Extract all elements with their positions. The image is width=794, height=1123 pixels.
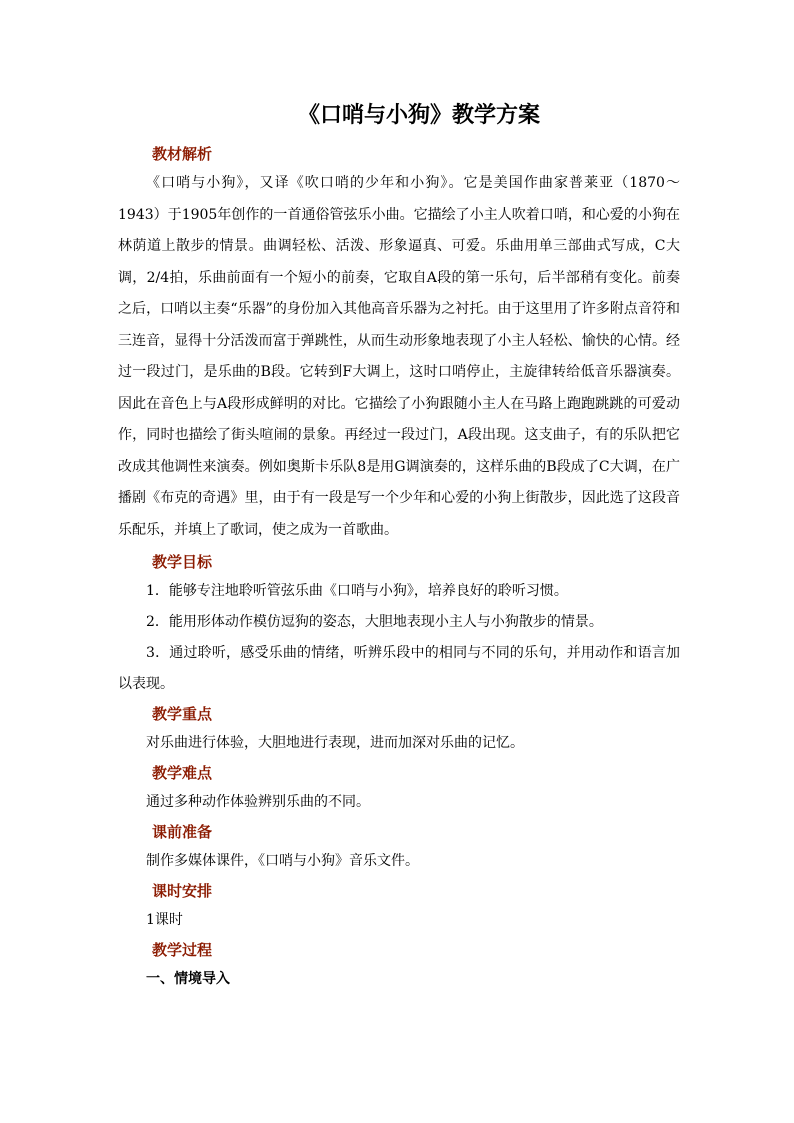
section-heading-preparation: 课前准备	[152, 823, 213, 841]
section-heading-schedule: 课时安排	[152, 882, 213, 900]
key-points-text: 对乐曲进行体验，大胆地进行表现，进而加深对乐曲的记忆。	[146, 735, 524, 751]
document-title: 《口哨与小狗》教学方案	[297, 103, 540, 128]
section-heading-analysis: 教材解析	[152, 145, 213, 163]
process-subheading: 一、情境导入	[146, 971, 230, 987]
goal-item-2: 2．能用形体动作模仿逗狗的姿态，大胆地表现小主人与小狗散步的情景。	[146, 614, 603, 630]
goal-item-3: 3．通过聆听，感受乐曲的情绪，听辨乐段中的相同与不同的乐句，并用动作和语言加以表现。	[118, 645, 680, 692]
section-heading-difficulties: 教学难点	[152, 764, 213, 782]
goal-item-1: 1．能够专注地聆听管弦乐曲《口哨与小狗》，培养良好的聆听习惯。	[146, 583, 568, 599]
analysis-paragraph: 《口哨与小狗》，又译《吹口哨的少年和小狗》。它是美国作曲家普莱亚（1870～1943）于1905年创作的一首通俗管弦乐小曲。它描绘了小主人吹着口哨，和心爱的小狗在林荫道上散步的情景。曲调轻松、活泼、形象逼真、可爱。乐曲用单三部曲式写成，C大调，2/4拍，乐曲前面有一个短小的前奏，它取自A段的第一乐句，后半部稍有变化。前奏之后，口哨以主奏“乐器”的身份加入其他高音乐器为之衬托。由于这里用了许多附点音符和三连音，显得十分活泼而富于弹跳性，从而生动形象地表现了小主人轻松、愉快的心情。经过一段过门，是乐曲的B段。它转到F大调上，这时口哨停止，主旋律转给低音乐器演奏。因此在音色上与A段形成鲜明的对比。它描绘了小狗跟随小主人在马路上跑跑跳跳的可爱动作，同时也描绘了街头喧闹的景象。再经过一段过门，A段出现。这支曲子，有的乐队把它改成其他调性来演奏。例如奥斯卡乐队8是用G调演奏的，这样乐曲的B段成了C大调，在广播剧《布克的奇遇》里，由于有一段是写一个少年和心爱的小狗上街散步，因此选了这段音乐配乐，并填上了歌词，使之成为一首歌曲。	[118, 175, 680, 538]
section-heading-key-points: 教学重点	[152, 705, 213, 723]
section-heading-process: 教学过程	[152, 941, 213, 959]
preparation-text: 制作多媒体课件，《口哨与小狗》音乐文件。	[146, 853, 419, 869]
schedule-text: 1课时	[146, 912, 183, 928]
difficulties-text: 通过多种动作体验辨别乐曲的不同。	[146, 794, 370, 810]
section-heading-goals: 教学目标	[152, 553, 213, 571]
document-page	[118, 96, 680, 995]
